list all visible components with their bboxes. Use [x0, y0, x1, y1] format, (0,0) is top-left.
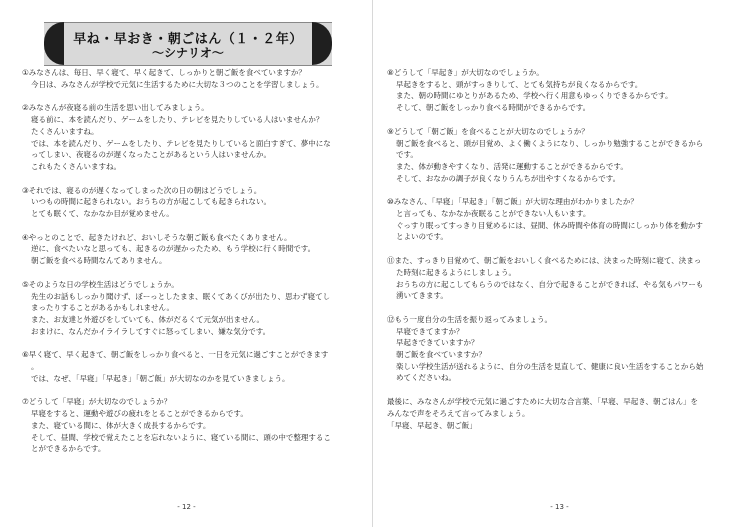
paragraph-line: 湧いてきます。: [396, 291, 448, 301]
paragraph-line: 寝る前に、本を読んだり、ゲームをしたり、テレビを見たりしている人はいませんか？: [31, 115, 324, 125]
paragraph: [387, 196, 727, 243]
page-number-left: - 12 -: [177, 503, 196, 511]
right-body-text: [387, 67, 727, 443]
paragraph-line: また、寝ている間に、体が大きく成長するからです。: [31, 420, 211, 430]
paragraph: [22, 396, 352, 455]
paragraph-line: いつもの時間に起きられない。おうちの方が起こしても起きられない。: [31, 197, 271, 207]
paragraph-line: めてくださいね。: [396, 373, 456, 383]
paragraph: [387, 67, 727, 114]
paragraph-line: そして、朝ご飯をしっかり食べる時間ができるからです。: [396, 103, 591, 113]
paragraph-line: ⑨どうして「朝ご飯」を食べることが大切なのでしょうか？: [387, 126, 589, 136]
left-body-text: [22, 67, 352, 467]
paragraph-line: みんなで声をそろえて言ってみましょう。: [387, 408, 530, 418]
paragraph-line: ⑤そのような日の学校生活はどうでしょうか。: [22, 279, 179, 289]
paragraph: [387, 314, 727, 384]
paragraph-line: また、体が動きやすくなり、活発に運動することができるからです。: [396, 161, 628, 171]
paragraph-line: また、朝の時間にゆとりがあるため、学校へ行く用意もゆっくりできるからです。: [396, 91, 673, 101]
page-subtitle: ～シナリオ～: [152, 46, 224, 60]
paragraph-line: ③それでは、寝るのが遅くなってしまった次の日の朝はどうでしょう。: [22, 185, 262, 195]
paragraph-line: ⑩みなさん、「早寝」「早起き」「朝ご飯」が大切な理由がわかりましたか？: [387, 197, 638, 207]
paragraph-line: まったりすることがあるかもしれません。: [31, 303, 174, 313]
paragraph-line: ⑪また、すっきり目覚めて、朝ご飯をおいしく食べるためには、決まった時刻に寝て、決まっ: [387, 256, 702, 266]
paragraph-line: 逆に、食べたいなと思っても、起きるのが遅かったため、もう学校に行く時間です。: [31, 244, 316, 254]
paragraph-line: ④やっとのことで、起きたけれど、おいしそうな朝ご飯も食べたくありません。: [22, 232, 292, 242]
paragraph: [22, 102, 352, 172]
paragraph-line: です。: [396, 150, 418, 160]
paragraph: [387, 126, 727, 185]
paragraph-line: 早起きできていますか？: [396, 338, 479, 348]
paragraph-line: ⑥早く寝て、早く起きて、朝ご飯をしっかり食べると、一日を元気に過ごすことができます: [22, 350, 329, 360]
paragraph-line: とよいのです。: [396, 232, 448, 242]
paragraph-line: 朝ご飯を食べていますか？: [396, 350, 486, 360]
paragraph-line: 今日は、みなさんが学校で元気に生活するために大切な３つのことを学習しましょう。: [31, 79, 324, 89]
page-title: 早ね・早おき・朝ごはん（１・２年）: [73, 32, 303, 47]
paragraph: [22, 279, 352, 338]
paragraph-line: ぐっすり眠ってすっきり目覚めるには、昼間、休み時間や体育の時間にしっかり体を動かす: [396, 220, 703, 230]
paragraph-line: おうちの方に起こしてもらうのではなく、自分で起きることができれば、やる気もパワーも: [396, 279, 704, 289]
paragraph-line: たくさんいますね。: [31, 126, 99, 136]
paragraph-line: ②みなさんが夜寝る前の生活を思い出してみましょう。: [22, 103, 209, 113]
paragraph-line: 。: [31, 362, 39, 372]
paragraph-line: た時刻に起きるようにしましょう。: [396, 267, 516, 277]
paragraph-line: また、お友達と外遊びをしていても、体がだるくて元気が出ません。: [31, 314, 264, 324]
paragraph-line: そして、おなかの調子が良くなりうんちが出やすくなるからです。: [396, 173, 621, 183]
paragraph: [22, 232, 352, 267]
paragraph-line: 楽しい学校生活が送れるように、自分の生活を見直して、健康に良い生活をすることから始: [396, 361, 704, 371]
paragraph-line: ⑦どうして「早寝」が大切なのでしょうか？: [22, 397, 172, 407]
paragraph-line: と言っても、なかなか夜眠ることができない人もいます。: [396, 209, 591, 219]
paragraph-line: 早起きをすると、頭がすっきりして、とても気持ちが良くなるからです。: [396, 79, 643, 89]
paragraph-line: そして、昼間、学校で覚えたことを忘れないように、寝ている間に、頭の中で整理するこ: [31, 432, 331, 442]
paragraph-line: 朝ご飯を食べると、頭が目覚め、よく働くようになり、しっかり勉強することができるから: [396, 138, 704, 148]
paragraph-line: 先生のお話もしっかり聞けず、ぼーっとしたまま、眠くてあくびが出たり、思わず寝てし: [31, 291, 331, 301]
paragraph-line: 最後に、みなさんが学校で元気に過ごすために大切な合言葉、「早寝、早起き、朝ごはん」を: [387, 397, 698, 407]
paragraph-line: とても眠くて、なかなか目が覚めません。: [31, 209, 174, 219]
paragraph-line: 「早寝、早起き、朝ご飯」: [387, 420, 477, 430]
paragraph-line: 朝ご飯を食べる時間なんてありません。: [31, 256, 167, 266]
paragraph: [22, 349, 352, 384]
paragraph-line: 早寝できてますか？: [396, 326, 464, 336]
paragraph-line: では、本を読んだり、ゲームをしたり、テレビを見たりしていると面白すぎて、夢中にな: [31, 138, 331, 148]
paragraph-line: これもたくさんいますね。: [31, 161, 121, 171]
paragraph-line: ってしまい、夜寝るのが遅くなったことがあるという人はいませんか。: [31, 150, 271, 160]
paragraph-line: 早寝をすると、運動や遊びの疲れをとることができるからです。: [31, 409, 248, 419]
paragraph-line: おまけに、なんだかイライラしてすぐに怒ってしまい、嫌な気分です。: [31, 326, 271, 336]
paragraph: [387, 255, 727, 302]
paragraph-line: ⑧どうして「早起き」が大切なのでしょうか。: [387, 68, 544, 77]
paragraph: [22, 67, 352, 90]
paragraph-line: とができるからです。: [31, 444, 106, 454]
paragraph-line: ⑫もう一度自分の生活を振り返ってみましょう。: [387, 314, 552, 324]
page-number-right: - 13 -: [550, 503, 569, 511]
paragraph-line: では、なぜ、「早寝」「早起き」「朝ご飯」が大切なのかを見ていきましょう。: [31, 373, 290, 383]
right-page: [373, 0, 746, 527]
paragraph: [22, 185, 352, 220]
paragraph: [387, 396, 727, 431]
paragraph-line: ①みなさんは、毎日、早く寝て、早く起きて、しっかりと朝ご飯を食べていますか？: [22, 68, 306, 77]
